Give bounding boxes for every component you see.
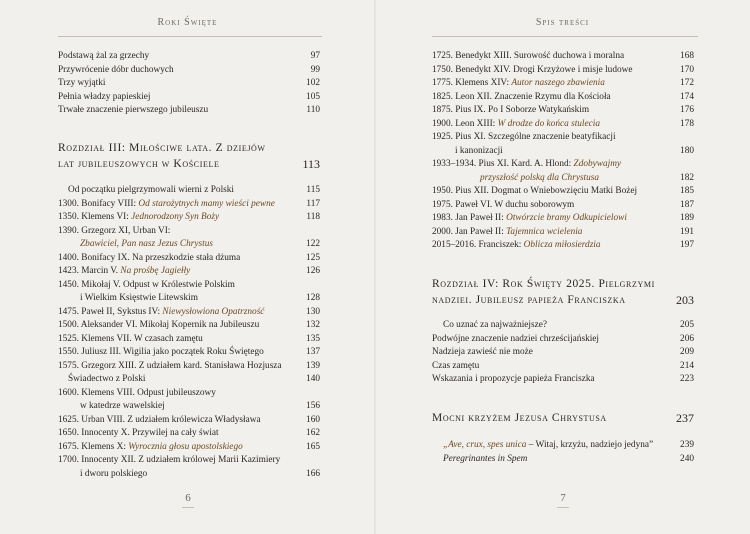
entry-title: Pełnia władzy papieskiej — [58, 91, 151, 102]
entry-title: 1725. Benedykt XIII. Surowość duchowa i moralna — [432, 51, 625, 61]
entry-page: 206 — [680, 333, 694, 344]
entry-page: 126 — [306, 266, 320, 276]
entry-page: 189 — [680, 213, 694, 223]
entry-page: 122 — [306, 239, 320, 249]
entry-italic-title: Niewysłowiona Opatrzność — [162, 306, 265, 317]
entry-page: 135 — [306, 333, 320, 344]
entry-italic-title: Otwórzcie bramy Odkupicielowi — [506, 213, 627, 223]
entry-title: 1350. Klemens VI: — [58, 212, 132, 222]
entry-italic-title: Zbawiciel, Pan nasz Jezus Chrystus — [80, 239, 213, 249]
running-head: Spis treści — [535, 17, 590, 28]
right-page — [375, 0, 750, 534]
entry-title: 1700. Innocenty XII. Z udziałem królowej Marii Kazimiery — [58, 455, 281, 465]
entry-italic-title: Jednorodzony Syn Boży — [131, 212, 220, 222]
entry-title: 1550. Juliusz III. Wigilia jako początek Roku Świętego — [58, 347, 264, 357]
entry-title: 1450. Mikołaj V. Odpust w Królestwie Polskim — [58, 279, 235, 290]
entry-italic-title: przyszłość polską dla Chrystusa — [480, 172, 600, 183]
entry-page: 209 — [680, 347, 694, 357]
entry-title: – Witaj, krzyżu, nadziejo jedyna” — [526, 440, 654, 450]
entry-page: 99 — [310, 64, 320, 75]
entry-title: 1775. Klemens XIV: — [432, 78, 512, 88]
entry-italic-title: Oblicza miłosierdzia — [523, 240, 601, 250]
entry-page: 105 — [306, 91, 320, 102]
entry-title: 1575. Grzegorz XIII. Z udziałem kard. Stanisława Hozjusza — [58, 360, 282, 371]
entry-page: 156 — [306, 401, 320, 411]
entry-title: 2015–2016. Franciszek: — [432, 240, 524, 250]
entry-page: 118 — [306, 212, 320, 222]
entry-title: Co uznać za najważniejsze? — [443, 320, 548, 330]
entry-page: 223 — [680, 374, 694, 384]
chapter-page: 203 — [676, 293, 694, 307]
running-head: Roki Święte — [157, 17, 218, 28]
chapter-page: 237 — [676, 411, 694, 425]
entry-page: 176 — [680, 105, 694, 115]
entry-page: 110 — [306, 105, 320, 115]
entry-page: 170 — [680, 64, 694, 75]
entry-title: 1500. Aleksander VI. Mikołaj Kopernik na Jubileuszu — [58, 320, 260, 330]
entry-page: 130 — [306, 306, 320, 317]
entry-page: 140 — [306, 374, 320, 384]
entry-title: 1600. Klemens VIII. Odpust jubileuszowy — [58, 387, 216, 398]
running-head-rule — [432, 36, 698, 37]
chapter-title-line: Mocni krzyżem Jezusa Chrystusa — [432, 412, 607, 424]
entry-title: 1525. Klemens VII. W czasach zamętu — [58, 333, 203, 344]
page-number: 7 — [560, 492, 566, 504]
entry-title: Świadectwo z Polski — [68, 374, 146, 384]
entry-title: 1675. Klemens X: — [58, 441, 129, 452]
entry-page: 197 — [680, 240, 694, 250]
entry-title: Podstawą żal za grzechy — [58, 51, 150, 61]
entry-title: 1423. Marcin V. — [58, 266, 121, 276]
entry-title: i kanonizacji — [455, 145, 503, 156]
page-number: 6 — [185, 492, 191, 504]
chapter-title-line: Rozdział III: Miłościwe lata. Z dziejów — [58, 142, 266, 154]
chapter-title-line: lat jubileuszowych w Kościele — [58, 158, 220, 170]
entry-title: 1933–1934. Pius XI. Kard. A. Hlond: — [432, 159, 574, 169]
entry-title: Trzy wyjątki — [58, 78, 106, 88]
entry-title: 1300. Bonifacy VIII: — [58, 198, 139, 209]
chapter-heading — [432, 410, 694, 426]
entry-page: 214 — [680, 360, 694, 371]
entry-title: w katedrze wawelskiej — [80, 401, 165, 411]
chapter-title-line: nadziei. Jubileusz papieża Franciszka — [432, 294, 626, 306]
entry-title: Trwałe znaczenie pierwszego jubileuszu — [58, 105, 209, 115]
entry-italic-title: „Ave, crux, spes unica — [443, 440, 527, 450]
entry-title: 1983. Jan Paweł II: — [432, 213, 507, 223]
entry-page: 117 — [306, 198, 320, 209]
entry-title: 1750. Benedykt XIV. Drogi Krzyżowe i misje ludowe — [432, 64, 633, 75]
entry-title: Od początku pielgrzymowali wierni z Polski — [68, 185, 235, 195]
entry-title: 1950. Pius XII. Dogmat o Wniebowzięciu Matki Bożej — [432, 186, 638, 196]
entry-title: i dworu polskiego — [80, 468, 148, 479]
entry-page: 187 — [680, 199, 694, 210]
entry-title: 1900. Leon XIII: — [432, 118, 498, 129]
entry-page: 185 — [680, 186, 694, 196]
entry-page: 174 — [680, 91, 694, 102]
entry-title: 1975. Paweł VI. W duchu soborowym — [432, 199, 575, 210]
entry-page: 97 — [310, 51, 320, 61]
chapter-page: 113 — [302, 157, 320, 171]
entry-page: 191 — [680, 226, 694, 237]
entry-page: 115 — [306, 185, 320, 195]
entry-title: 1925. Pius XI. Szczególne znaczenie beatyfikacji — [432, 132, 616, 142]
entry-page: 125 — [306, 252, 320, 263]
entry-page: 168 — [680, 51, 694, 61]
entry-title: 1650. Innocenty X. Przywilej na cały świat — [58, 428, 219, 438]
entry-title: Podwójne znaczenie nadziei chrześcijańskiej — [432, 333, 600, 344]
entry-title: Wskazania i propozycje papieża Franciszka — [432, 374, 595, 384]
entry-italic-title: Od starożytnych mamy wieści pewne — [138, 198, 275, 209]
page-number-rule — [557, 507, 569, 508]
entry-page: 160 — [306, 414, 320, 425]
entry-page: 178 — [680, 118, 694, 129]
entry-title: 1475. Paweł II, Sykstus IV: — [58, 306, 163, 317]
entry-title: 2000. Jan Paweł II: — [432, 226, 507, 237]
page-number-rule — [182, 507, 194, 508]
entry-page: 240 — [680, 453, 694, 464]
entry-italic-title: Zdobywajmy — [573, 159, 622, 169]
entry-title: Nadzieja zawieść nie może — [432, 347, 533, 357]
entry-title: 1390. Grzegorz XI, Urban VI: — [58, 225, 171, 236]
entry-title: 1400. Bonifacy IX. Na przeszkodzie stała dżuma — [58, 252, 241, 263]
running-head-rule — [58, 36, 322, 37]
entry-page: 205 — [680, 320, 694, 330]
entry-page: 132 — [306, 320, 320, 330]
entry-page: 172 — [680, 78, 694, 88]
entry-italic-title: Wyrocznia głosu apostolskiego — [128, 441, 243, 452]
chapter-heading — [58, 140, 320, 172]
entry-italic-title: W drodze do końca stulecia — [497, 118, 600, 129]
entry-title: Przywrócenie dóbr duchowych — [58, 64, 174, 75]
entry-title: i Wielkim Księstwie Litewskim — [80, 293, 198, 303]
entry-page: 139 — [306, 360, 320, 371]
entry-page: 102 — [306, 78, 320, 88]
entry-italic-title: Autor naszego zbawienia — [511, 78, 605, 88]
entry-title: 1825. Leon XII. Znaczenie Rzymu dla Kościoła — [432, 91, 611, 102]
entry-italic-title: Peregrinantes in Spem — [443, 453, 528, 464]
entry-page: 182 — [680, 172, 694, 183]
chapter-title-line: Rozdział IV: Rok Święty 2025. Pielgrzymi — [432, 278, 655, 290]
chapter-heading — [432, 276, 694, 308]
entry-italic-title: Tajemnica wcielenia — [506, 226, 583, 237]
entry-page: 165 — [306, 441, 320, 452]
entry-page: 166 — [306, 468, 320, 479]
entry-page: 239 — [680, 440, 694, 450]
entry-page: 180 — [680, 145, 694, 156]
entry-page: 162 — [306, 428, 320, 438]
entry-page: 137 — [306, 347, 320, 357]
entry-title: Czas zamętu — [432, 360, 480, 371]
entry-title: 1625. Urban VIII. Z udziałem królewicza Władysława — [58, 414, 261, 425]
entry-italic-title: Na prośbę Jagiełły — [120, 266, 191, 276]
entry-title: 1875. Pius IX. Po I Soborze Watykańskim — [432, 105, 590, 115]
entry-page: 128 — [306, 293, 320, 303]
